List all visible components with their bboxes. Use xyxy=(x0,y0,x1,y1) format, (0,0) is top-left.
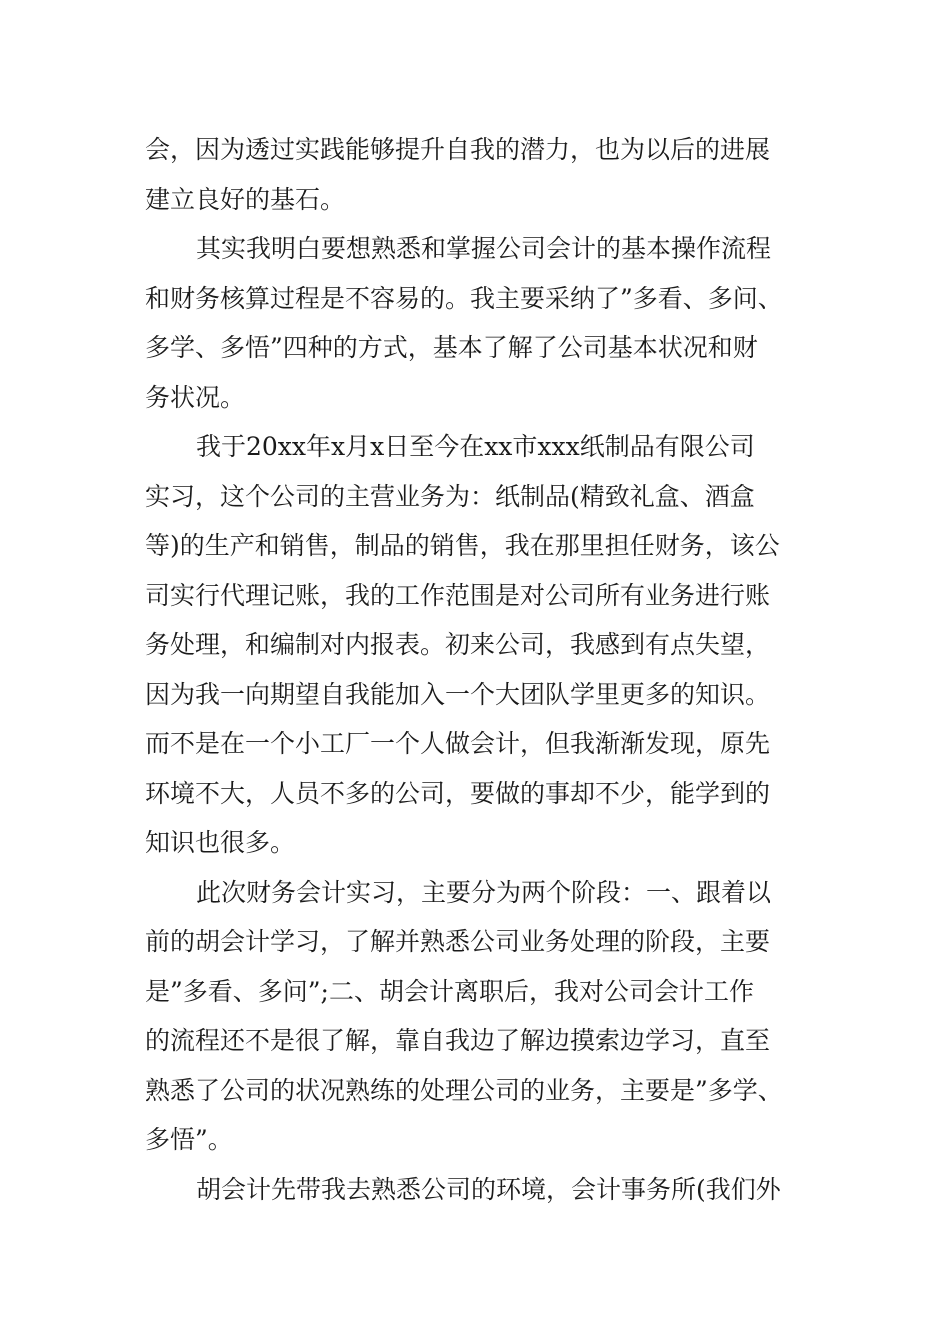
text-line: 是”多看、多问”;二、胡会计离职后，我对公司会计工作 xyxy=(145,976,754,1006)
text-line: 熟悉了公司的状况熟练的处理公司的业务，主要是”多学、 xyxy=(145,1075,783,1105)
text-line: 等)的生产和销售，制品的销售，我在那里担任财务，该公 xyxy=(145,531,780,560)
text-line: 实习，这个公司的主营业务为：纸制品(精致礼盒、酒盒 xyxy=(145,481,755,511)
text-line-first: 其实我明白要想熟悉和掌握公司会计的基本操作流程 xyxy=(196,234,772,263)
text-line-first: 此次财务会计实习，主要分为两个阶段：一、跟着以 xyxy=(196,877,772,907)
text-line: 因为我一向期望自我能加入一个大团队学里更多的知识。 xyxy=(145,679,771,709)
text-line: 多悟”。 xyxy=(145,1125,233,1154)
paragraph-5 xyxy=(145,1165,825,1215)
text-line-first: 胡会计先带我去熟悉公司的环境，会计事务所(我们外 xyxy=(196,1174,781,1204)
text-line: 会，因为透过实践能够提升自我的潜力，也为以后的进展 xyxy=(145,135,771,164)
text-line-first: 我于20xx年x月x日至今在xx市xxx纸制品有限公司 xyxy=(196,432,755,461)
document-body xyxy=(145,125,825,1214)
paragraph-2 xyxy=(145,224,825,422)
text-line: 环境不大，人员不多的公司，要做的事却不少，能学到的 xyxy=(145,778,771,808)
text-line: 而不是在一个小工厂一个人做会计，但我渐渐发现，原先 xyxy=(145,729,771,758)
text-line: 建立良好的基石。 xyxy=(145,184,346,214)
text-line: 知识也很多。 xyxy=(145,828,296,857)
paragraph-3 xyxy=(145,422,825,868)
text-line: 前的胡会计学习，了解并熟悉公司业务处理的阶段，主要 xyxy=(145,927,771,956)
text-line: 务处理，和编制对内报表。初来公司，我感到有点失望， xyxy=(145,630,771,659)
text-line: 务状况。 xyxy=(145,382,246,412)
paragraph-1 xyxy=(145,125,825,224)
text-line: 司实行代理记账，我的工作范围是对公司所有业务进行账 xyxy=(145,580,771,610)
paragraph-4 xyxy=(145,868,825,1165)
text-line: 和财务核算过程是不容易的。我主要采纳了”多看、多问、 xyxy=(145,283,783,313)
text-line: 的流程还不是很了解，靠自我边了解边摸索边学习，直至 xyxy=(145,1026,771,1055)
text-line: 多学、多悟”四种的方式，基本了解了公司基本状况和财 xyxy=(145,333,758,362)
